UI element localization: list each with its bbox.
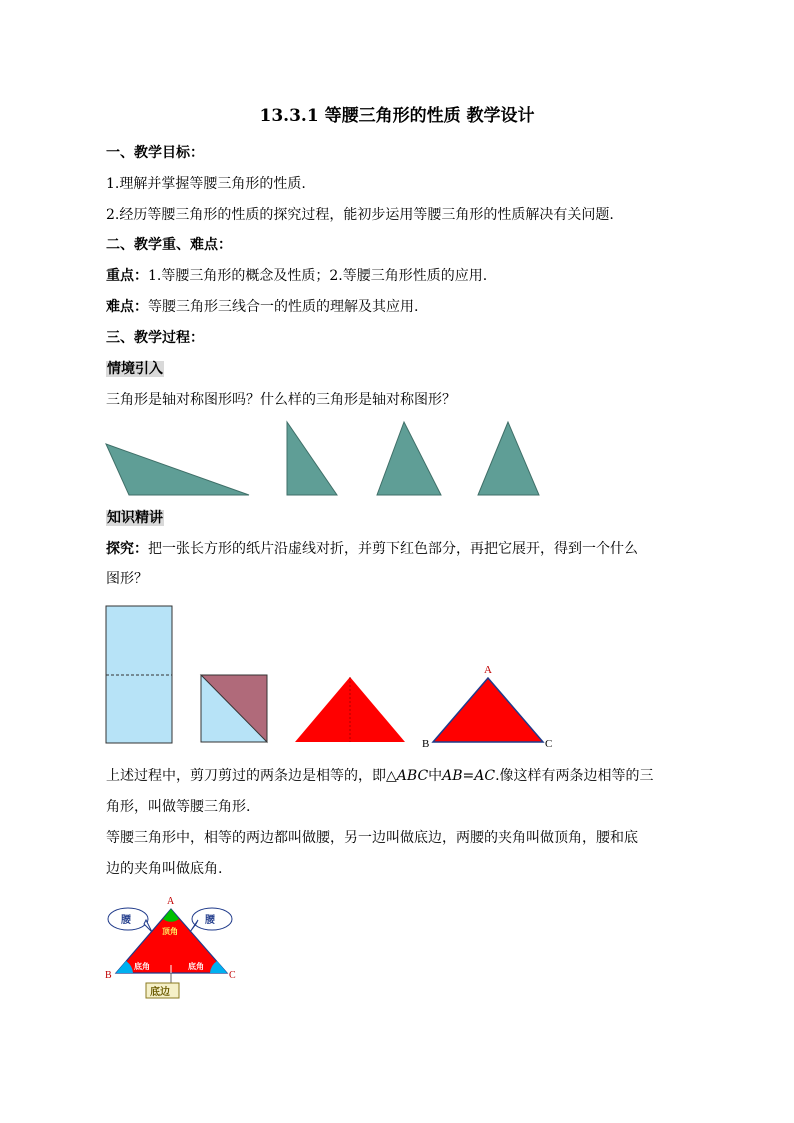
label-a-2: A [167, 896, 175, 907]
key-text: 1.等腰三角形的概念及性质；2.等腰三角形性质的应用. [148, 268, 488, 284]
explore-line-2: 图形？ [106, 571, 148, 587]
vertex-angle-label: 顶角 [162, 927, 178, 936]
label-a-1: A [484, 664, 492, 676]
goal-1: 1.理解并掌握等腰三角形的性质. [106, 176, 306, 192]
process-heading: 三、教学过程： [106, 330, 204, 346]
leg-left-callout-tail [144, 920, 152, 932]
label-c-2: C [229, 970, 236, 981]
intro-question: 三角形是轴对称图形吗？什么样的三角形是轴对称图形？ [106, 392, 456, 408]
para-definition-line-2: 角形，叫做等腰三角形. [106, 799, 251, 815]
explore-label: 探究： [106, 541, 148, 557]
label-b-2: B [105, 970, 112, 981]
base-angle-right-label: 底角 [188, 962, 204, 971]
para1-a: 上述过程中，剪刀剪过的两条边是相等的，即 [106, 768, 386, 784]
document-title: 13.3.1 等腰三角形的性质 教学设计 [259, 106, 535, 126]
explore-text-1: 把一张长方形的纸片沿虚线对折，并剪下红色部分，再把它展开，得到一个什么 [148, 541, 638, 557]
goals-heading: 一、教学目标： [106, 145, 204, 161]
base-label: 底边 [150, 987, 170, 998]
para1-c: .像这样有两条边相等的三 [495, 768, 654, 784]
para1-abc: ABC [396, 768, 429, 784]
para1-eq: AB=AC [442, 768, 496, 784]
label-b-1: B [422, 738, 430, 750]
tag-knowledge-label: 知识精讲 [107, 510, 163, 526]
difficulty-label: 难点： [106, 299, 148, 315]
para-terms-line-1: 等腰三角形中，相等的两边都叫做腰，另一边叫做底边，两腰的夹角叫做顶角，腰和底 [106, 830, 638, 846]
keys-heading: 二、教学重、难点： [106, 237, 232, 253]
base-angle-left-label: 底角 [134, 962, 150, 971]
para-terms-line-2: 边的夹角叫做底角. [106, 861, 223, 877]
difficulty-text: 等腰三角形三线合一的性质的理解及其应用. [148, 299, 419, 315]
para1-b: 中 [428, 768, 443, 784]
leg-left-label: 腰 [121, 915, 131, 926]
tag-intro-label: 情境引入 [107, 361, 163, 377]
goal-2: 2.经历等腰三角形的性质的探究过程，能初步运用等腰三角形的性质解决有关问题. [106, 207, 614, 223]
leg-right-label: 腰 [205, 915, 215, 926]
key-label: 重点： [106, 268, 148, 284]
label-c-1: C [545, 738, 553, 750]
para1-tri: △ [386, 768, 397, 784]
